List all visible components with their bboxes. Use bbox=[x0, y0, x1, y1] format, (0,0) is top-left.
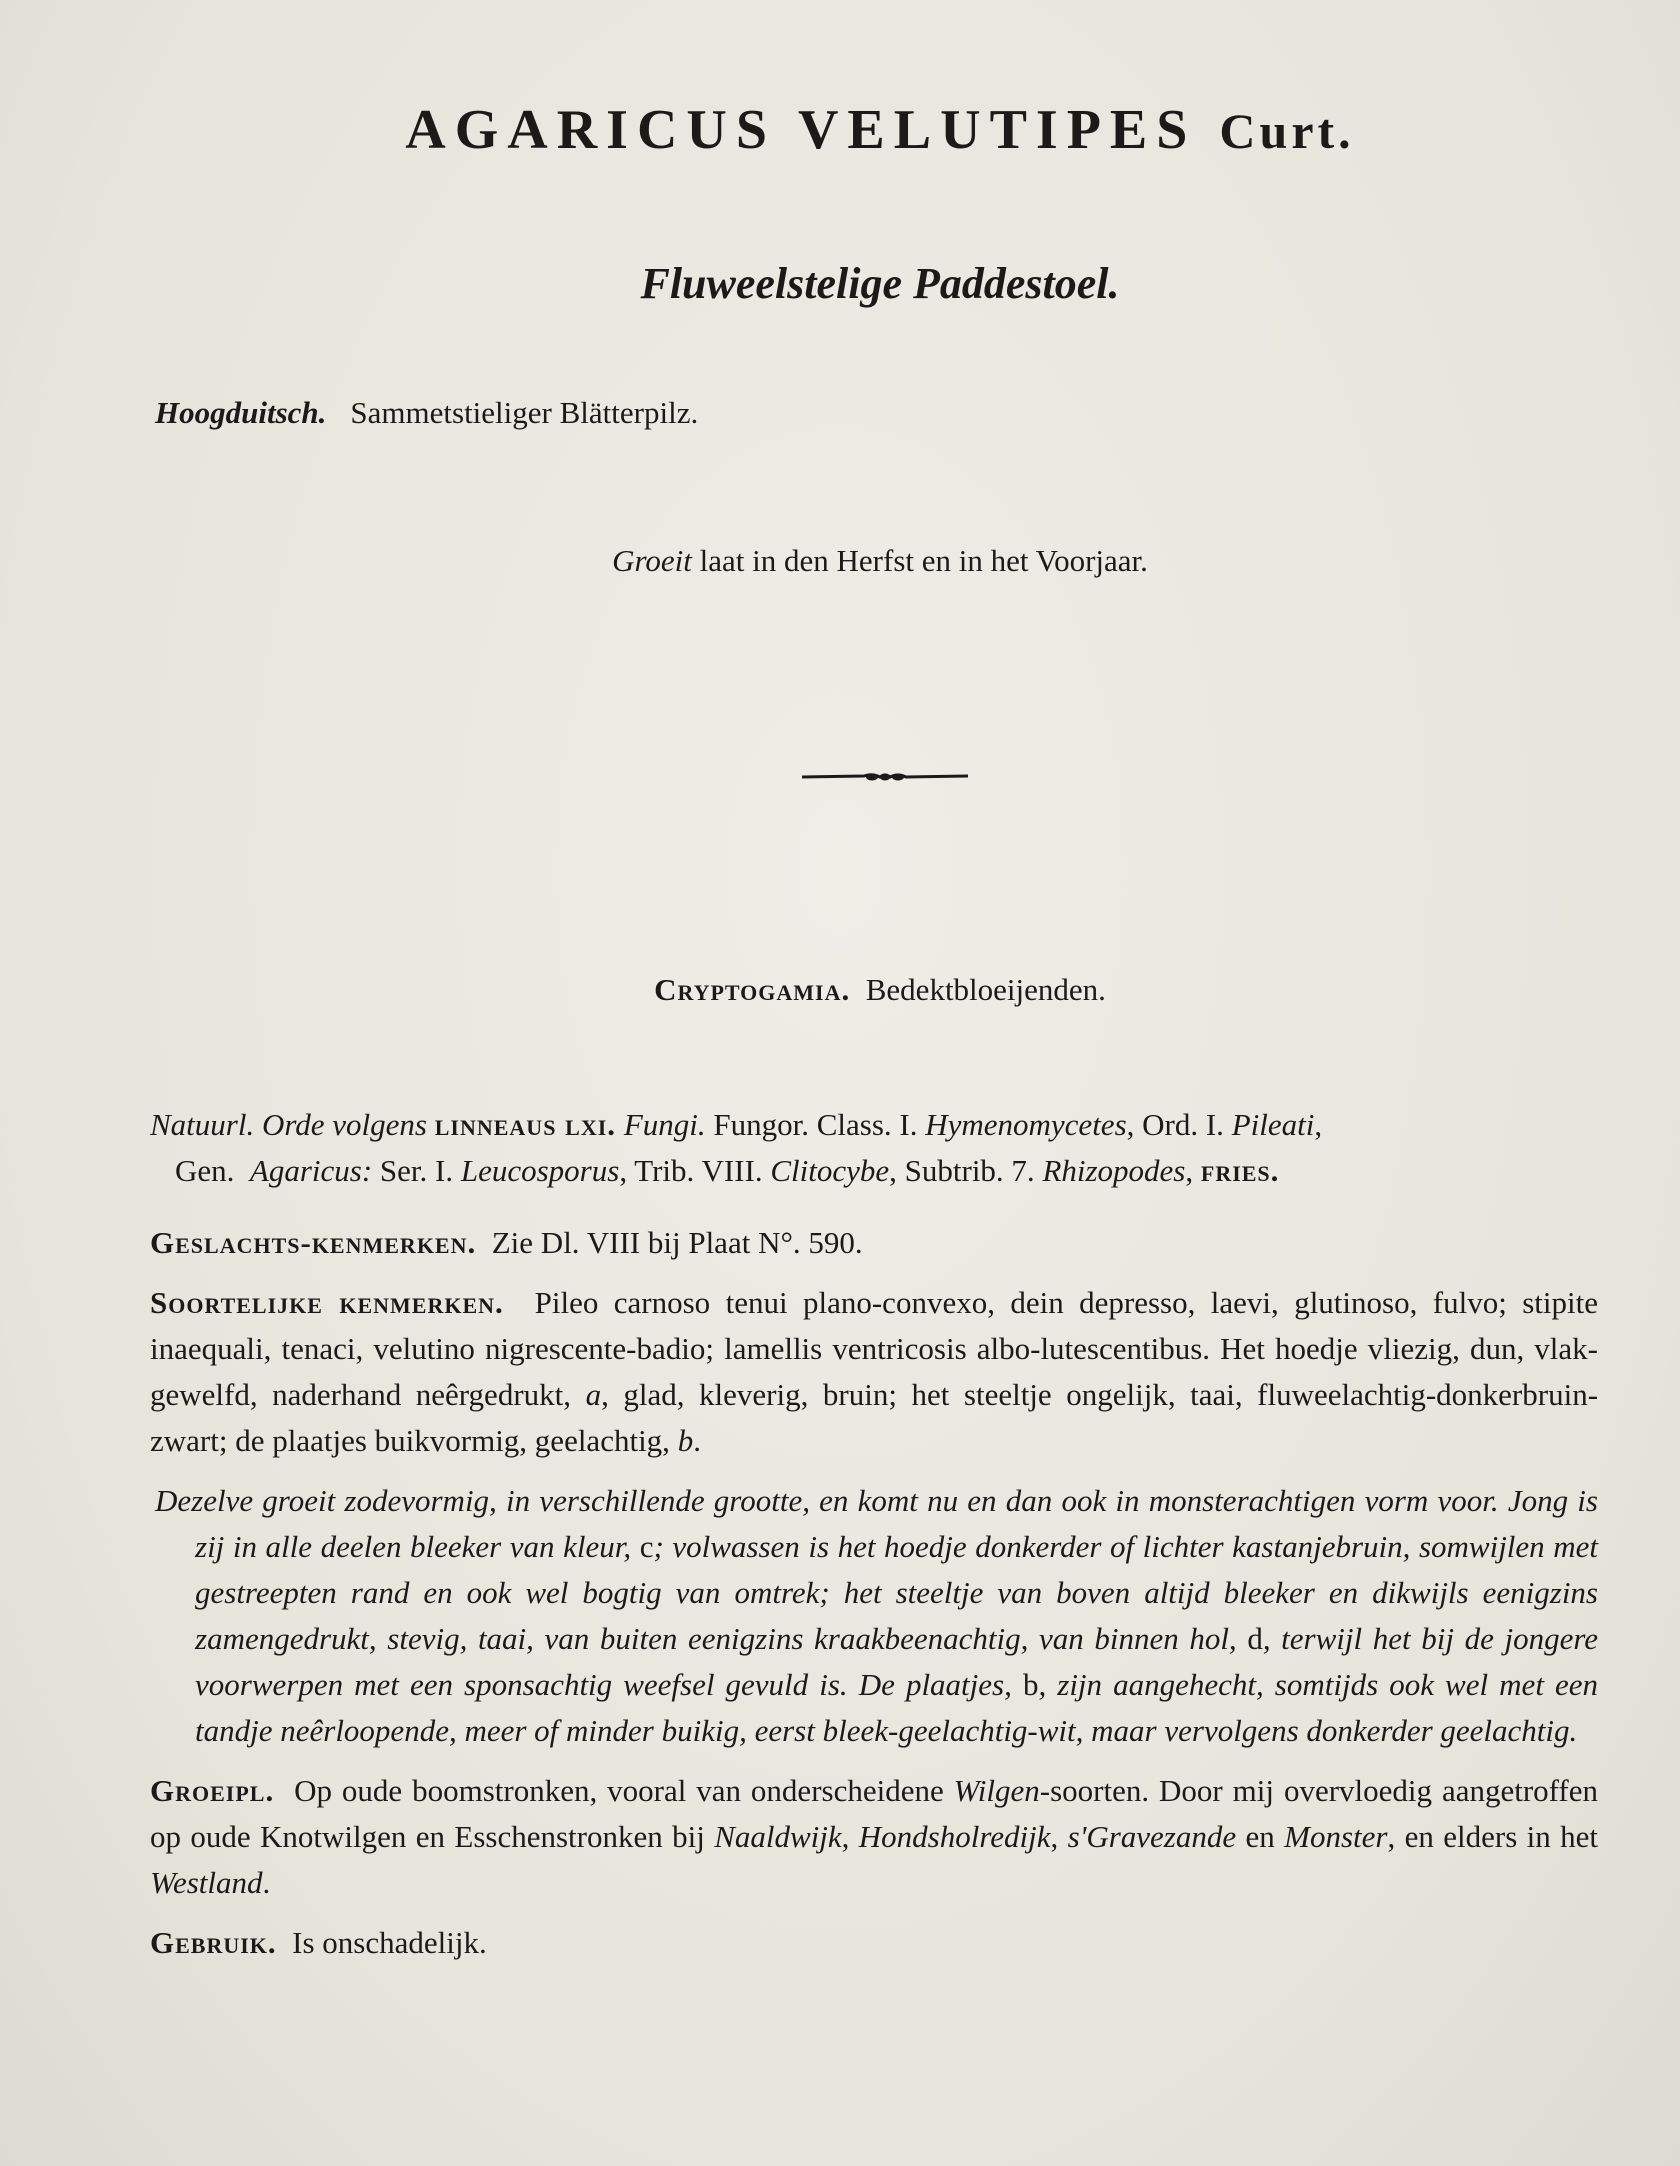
german-name-label: Hoogduitsch. bbox=[155, 395, 327, 430]
figure-ref-b: b bbox=[677, 1423, 694, 1458]
description-paragraph bbox=[150, 1478, 1598, 1754]
desc-part4: , zijn aangehecht, somtijds ook wel met een tandje neêrloopende, meer of minder buikig, eerst bleek-geelachtig-wit, maar vervolgens donkerder geelachtig. bbox=[195, 1667, 1599, 1748]
nat-comma: , bbox=[1314, 1107, 1323, 1142]
place-naaldwijk: Naaldwijk bbox=[714, 1819, 842, 1854]
figure-ref-c: c bbox=[639, 1529, 654, 1564]
genus-marks-label: Geslachts-kenmerken. bbox=[150, 1225, 477, 1260]
growth-season-line bbox=[0, 543, 1680, 579]
genus-marks bbox=[150, 1220, 1598, 1266]
species-marks-end: . bbox=[693, 1423, 701, 1458]
species-title bbox=[0, 98, 1680, 162]
nat-rhizopodes: Rhizopodes bbox=[1042, 1153, 1186, 1188]
place-gravezande: s'Gravezande bbox=[1067, 1819, 1237, 1854]
nat-trib: , Trib. VIII. bbox=[619, 1153, 763, 1188]
nat-leucosporus: Leucosporus bbox=[460, 1153, 620, 1188]
class-group: Cryptogamia. bbox=[654, 972, 851, 1007]
place-westland: Westland bbox=[150, 1865, 263, 1900]
species-marks-text1: Pileo carnoso tenui plano-convexo, dein depresso, laevi, glutinoso, fulvo; stipite inaequali, tenaci, velutino nigrescente-badio; lamellis ventricosis albo-lutescentibus. Het hoedje vliezig, dun, vlak-gewelfd, naderhand neêrgedrukt, bbox=[150, 1285, 1598, 1412]
class-dutch: Bedektbloeijenden. bbox=[865, 972, 1106, 1007]
nat-clitocybe: Clitocybe bbox=[770, 1153, 890, 1188]
nat-agaricus: Agaricus: bbox=[249, 1153, 373, 1188]
place-monster: Monster bbox=[1284, 1819, 1388, 1854]
nat-hymenomycetes: Hymenomycetes bbox=[925, 1107, 1127, 1142]
habitat-label: Groeipl. bbox=[150, 1773, 275, 1808]
habitat-t3: , bbox=[841, 1819, 850, 1854]
nat-gen: Gen. bbox=[175, 1153, 235, 1188]
figure-ref-d: d bbox=[1247, 1621, 1263, 1656]
fries-ref: fries. bbox=[1200, 1153, 1280, 1188]
title-author: Curt. bbox=[1219, 103, 1355, 159]
nat-fungi: Fungi. bbox=[623, 1107, 706, 1142]
genus-marks-text: Zie Dl. VIII bij Plaat N°. 590. bbox=[491, 1225, 863, 1260]
place-hondsholredijk: Hondsholredijk bbox=[858, 1819, 1051, 1854]
use-label: Gebruik. bbox=[150, 1925, 277, 1960]
nat-subtrib: , Subtrib. 7. bbox=[889, 1153, 1035, 1188]
habitat-t5: en bbox=[1245, 1819, 1275, 1854]
habitat-wilgen: Wilgen bbox=[953, 1773, 1040, 1808]
natural-order-line2 bbox=[150, 1148, 1598, 1194]
nat-comma2: , bbox=[1185, 1153, 1194, 1188]
habitat-t6: , en elders in het bbox=[1387, 1819, 1598, 1854]
desc-part3: , terwijl het bij de jongere voorwerpen met een sponsachtig weefsel gevuld is. De plaatjes, bbox=[195, 1621, 1598, 1702]
desc-part2: ; volwassen is het hoedje donkerder of lichter kastanjebruin, somwijlen met gestreepten rand en ook wel bogtig van omtrek; het steeltje van boven altijd bleeker en dikwijls eenigzins zamengedrukt, stevig, taai, van buiten eenigzins kraakbeenachtig, van binnen hol, bbox=[195, 1529, 1598, 1656]
figure-ref-a: a bbox=[585, 1377, 602, 1412]
use-text: Is onschadelijk. bbox=[292, 1925, 487, 1960]
linnaeus-ref: linneaus lxi. bbox=[434, 1107, 617, 1142]
growth-verb: Groeit bbox=[612, 543, 692, 578]
species-marks-text2: , glad, kleverig, bruin; het steeltje ongelijk, taai, fluweelachtig-donkerbruin-zwart; de plaatjes buikvormig, geelachtig, bbox=[150, 1377, 1599, 1458]
figure-ref-b2: b bbox=[1022, 1667, 1039, 1702]
description-body bbox=[150, 1102, 1598, 1966]
classification-line bbox=[0, 972, 1680, 1008]
habitat-t1: Op oude boomstronken, vooral van onderscheidene bbox=[294, 1773, 944, 1808]
species-marks bbox=[150, 1280, 1598, 1464]
title-text: AGARICUS VELUTIPES bbox=[405, 99, 1197, 161]
use bbox=[150, 1920, 1598, 1966]
nat-class: Fungor. Class. I. bbox=[713, 1107, 918, 1142]
desc-part1: Dezelve groeit zodevormig, in verschillende grootte, en komt nu en dan ook in monsterachtigen vorm voor. Jong is zij in alle deelen bleeker van kleur, bbox=[155, 1483, 1598, 1564]
habitat-t2: -soorten. Door mij overvloedig aangetroffen op oude Knotwilgen en Esschenstronken bij bbox=[150, 1773, 1598, 1854]
nat-order-label: Natuurl. Orde volgens bbox=[150, 1107, 427, 1142]
natural-order bbox=[150, 1102, 1598, 1194]
habitat-t4: , bbox=[1050, 1819, 1059, 1854]
species-marks-label: Soortelijke kenmerken. bbox=[150, 1285, 504, 1320]
nat-pileati: Pileati bbox=[1231, 1107, 1315, 1142]
ornament-divider bbox=[802, 767, 968, 787]
growth-season: laat in den Herfst en in het Voorjaar. bbox=[699, 543, 1148, 578]
german-name-line bbox=[155, 395, 698, 431]
common-name: Fluweelstelige Paddestoel. bbox=[640, 259, 1120, 308]
german-name-value: Sammetstieliger Blätterpilz. bbox=[350, 395, 699, 430]
habitat bbox=[150, 1768, 1598, 1906]
nat-ser: Ser. I. bbox=[379, 1153, 454, 1188]
nat-ord: , Ord. I. bbox=[1126, 1107, 1224, 1142]
habitat-t7: . bbox=[262, 1865, 271, 1900]
